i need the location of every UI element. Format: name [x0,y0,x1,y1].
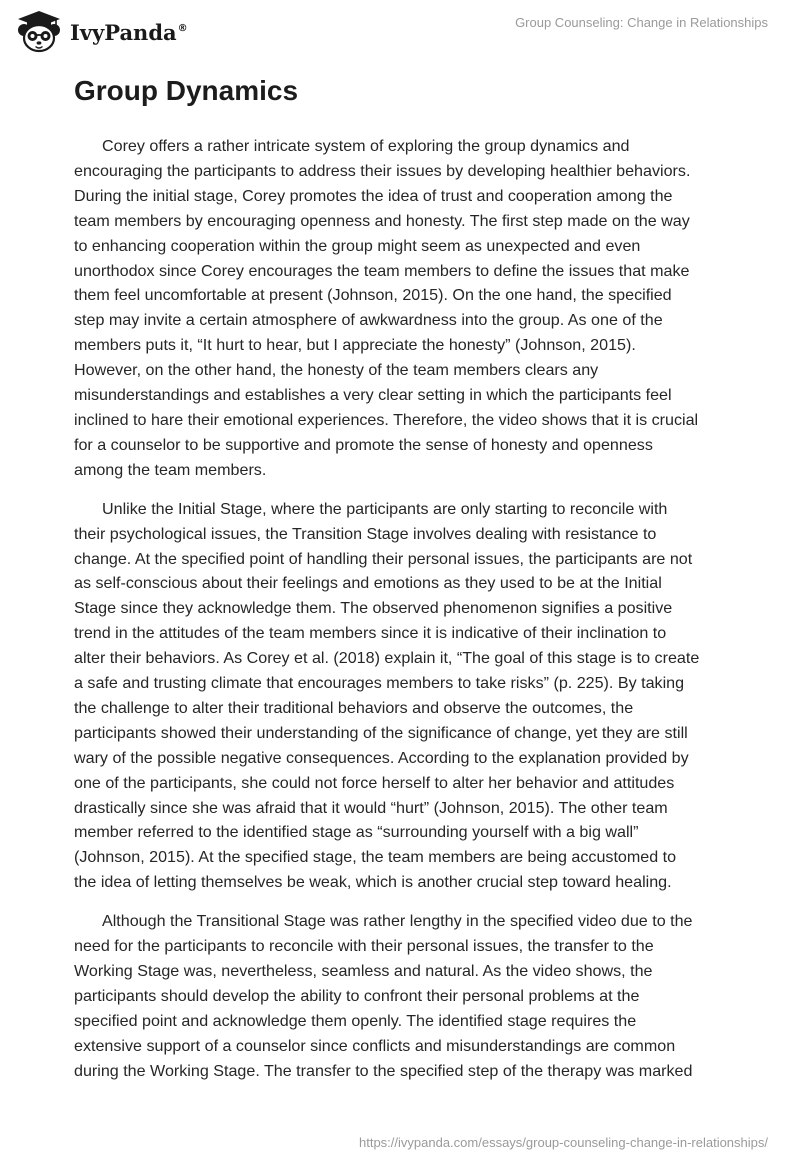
essay-body [74,134,736,1098]
page-header [0,0,800,60]
text-line: them feel uncomfortable at present (Johnson, 2015). On the one hand, the specified [74,286,672,305]
text-line: alter their behaviors. As Corey et al. (2018) explain it, “The goal of this stage is to create [74,649,700,668]
text-line: for a counselor to be supportive and promote the sense of honesty and openness [74,435,653,454]
paragraph [74,497,736,896]
ivypanda-logo[interactable] [14,9,188,53]
document-title: Group Counseling: Change in Relationships [515,15,768,30]
text-line: the idea of letting themselves be weak, which is another crucial step toward healing. [74,873,672,892]
section-heading: Group Dynamics [74,75,299,106]
text-line: misunderstandings and establishes a very clear setting in which the participants feel [74,386,672,405]
text-line: wary of the possible negative consequences. According to the explanation provided by [74,748,689,767]
paragraph [74,134,736,483]
text-line: as self-conscious about their feelings and emotions as they used to be at the Initial [74,574,662,593]
text-line: trend in the attitudes of the team members since it is indicative of their inclination to [74,624,667,643]
text-line: during the Working Stage. The transfer to the specified step of the therapy was marked [74,1061,693,1080]
panda-graduate-icon [14,9,64,53]
text-line: Stage since they acknowledge them. The observed phenomenon signifies a positive [74,599,673,618]
text-line: team members by encouraging openness and honesty. The first step made on the way [74,211,690,230]
logo-wordmark: IvyPanda® [70,19,188,45]
text-line: participants should develop the ability to confront their personal problems at the [74,986,640,1005]
text-line: Unlike the Initial Stage, where the participants are only starting to reconcile with [102,499,668,518]
text-line: the challenge to alter their traditional behaviors and observe the outcomes, the [74,698,634,717]
text-line: their psychological issues, the Transition Stage involves dealing with resistance to [74,524,657,543]
text-line: among the team members. [74,460,267,479]
text-line: drastically since she was afraid that it would “hurt” (Johnson, 2015). The other team [74,798,668,817]
text-line: Working Stage was, nevertheless, seamless and natural. As the video shows, the [74,962,653,980]
source-url[interactable]: https://ivypanda.com/essays/group-counseling-change-in-relationships/ [359,1135,768,1150]
text-line: Although the Transitional Stage was rather lengthy in the specified video due to the [102,912,693,931]
paragraph [74,909,736,1083]
text-line: However, on the other hand, the honesty of the team members clears any [74,361,599,380]
text-line: step may invite a certain atmosphere of awkwardness into the group. As one of the [74,311,663,330]
text-line: member referred to the identified stage as “surrounding yourself with a big wall” [74,823,639,842]
text-line: encouraging the participants to address their issues by developing healthier behaviors. [74,161,691,180]
text-line: unorthodox since Corey encourages the team members to define the issues that make [74,261,690,280]
text-line: a safe and trusting climate that encourages members to take risks” (p. 225). By taking [74,674,685,693]
text-line: (Johnson, 2015). At the specified stage, the team members are being accustomed to [74,848,677,867]
text-line: inclined to hare their emotional experiences. Therefore, the video shows that it is crucial [74,410,699,429]
text-line: extensive support of a counselor since conflicts and misunderstandings are common [74,1036,676,1055]
text-line: need for the participants to reconcile with their personal issues, the transfer to the [74,937,654,956]
text-line: change. At the specified point of handling their personal issues, the participants are not [74,549,693,568]
text-line: specified point and acknowledge them openly. The identified stage requires the [74,1011,637,1030]
text-line: Corey offers a rather intricate system of exploring the group dynamics and [102,137,630,155]
text-line: members puts it, “It hurt to hear, but I appreciate the honesty” (Johnson, 2015). [74,336,636,355]
text-line: one of the participants, she could not force herself to alter her behavior and attitudes [74,773,675,792]
text-line: participants showed their understanding of the significance of change, yet they are still [74,723,688,742]
text-line: to enhancing cooperation within the group might seem as unexpected and even [74,236,641,255]
text-line: During the initial stage, Corey promotes the idea of trust and cooperation among the [74,186,673,205]
